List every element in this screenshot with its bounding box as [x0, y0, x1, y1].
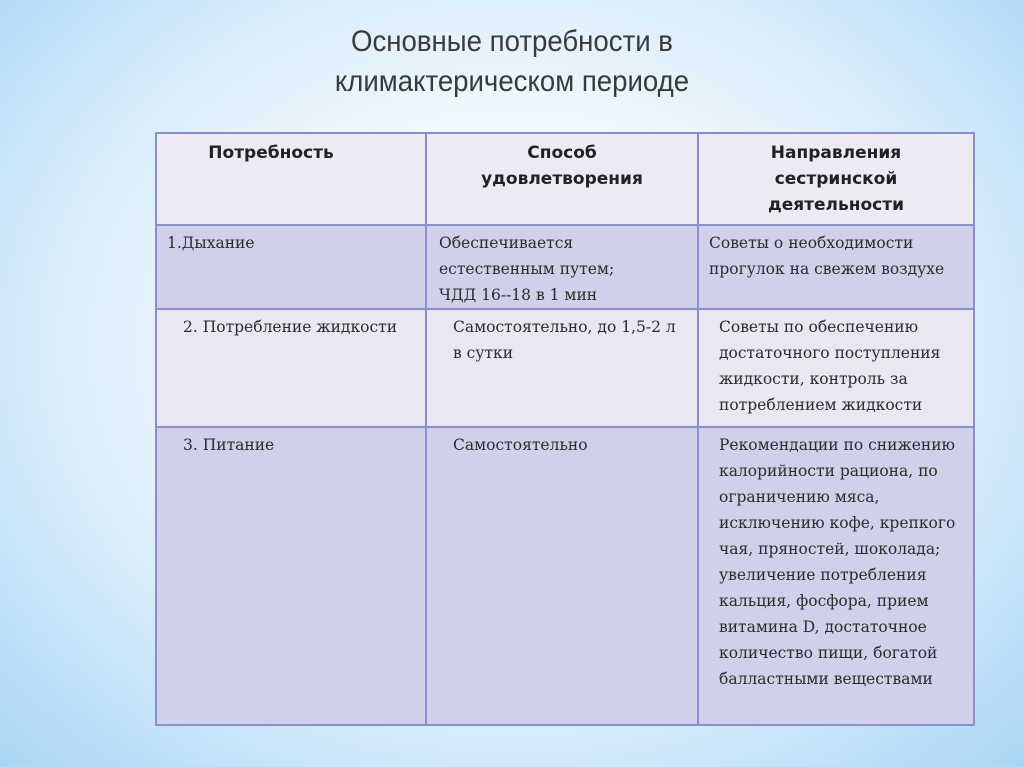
header-nursing-label: Направления сестринской деятельности — [767, 143, 905, 215]
cell-method-text: Обеспечивается естественным путем; ЧДД 16--18 в 1 мин — [439, 234, 615, 304]
table-header-row — [156, 133, 974, 225]
cell-nursing-text: Рекомендации по снижению калорийности рациона, по ограничению мяса, исключению кофе, крепкого чая, пряностей, шоколада; увеличение потребления кальция, фосфора, прием витамина D, достаточное количество пищи, богатой балластными веществами — [719, 436, 956, 688]
slide-title — [41, 22, 983, 102]
cell-need — [156, 225, 426, 309]
cell-method — [426, 427, 698, 725]
cell-need — [156, 309, 426, 427]
cell-nursing-text: Советы по обеспечению достаточного поступления жидкости, контроль за потреблением жидкости — [719, 318, 941, 414]
header-need — [156, 133, 426, 225]
cell-method-text: Самостоятельно, до 1,5-2 л в сутки — [453, 318, 676, 362]
cell-need-text: 1.Дыхание — [167, 234, 255, 252]
table-row — [156, 427, 974, 725]
cell-need-text: 2. Потребление жидкости — [183, 318, 398, 336]
cell-nursing — [698, 427, 974, 725]
cell-need-text: 3. Питание — [183, 436, 275, 454]
table-row — [156, 309, 974, 427]
table-row — [156, 225, 974, 309]
cell-nursing — [698, 309, 974, 427]
header-need-label: Потребность — [208, 143, 334, 163]
cell-nursing — [698, 225, 974, 309]
cell-method — [426, 225, 698, 309]
slide-title-line-1: Основные потребности в — [351, 25, 673, 58]
cell-method — [426, 309, 698, 427]
header-method-label: Способ удовлетворения — [481, 143, 643, 189]
cell-need — [156, 427, 426, 725]
needs-table — [155, 132, 975, 726]
cell-nursing-text: Советы о необходимости прогулок на свежем воздухе — [709, 234, 945, 278]
slide-title-line-2: климактерическом периоде — [334, 65, 690, 98]
cell-method-text: Самостоятельно — [453, 436, 588, 454]
header-method — [426, 133, 698, 225]
header-nursing — [698, 133, 974, 225]
